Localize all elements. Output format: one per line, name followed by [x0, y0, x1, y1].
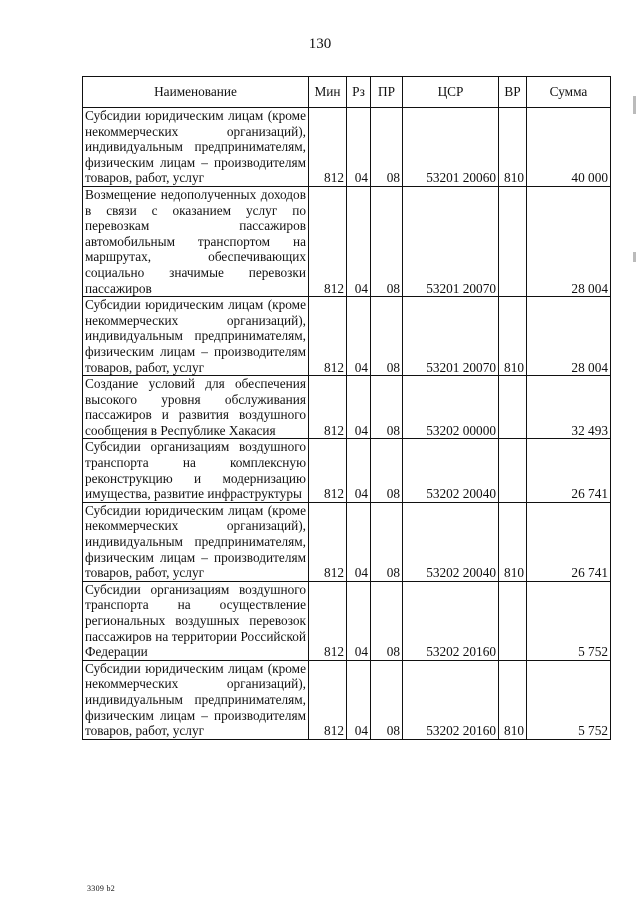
- page-number: 130: [308, 36, 332, 52]
- table-row: [83, 108, 611, 187]
- header-pr: ПР: [371, 77, 403, 108]
- row-sum: 5 752: [527, 660, 611, 739]
- row-sum: 32 493: [527, 376, 611, 439]
- row-name: Субсидии организациям воздушного транспорта на комплексную реконструкцию и модернизацию имущества, развитие инфраструктуры: [83, 439, 309, 502]
- row-min: 812: [309, 439, 347, 502]
- row-name: Субсидии юридическим лицам (кроме некоммерческих организаций), индивидуальным предпринимателям, физическим лицам – производителям товаров, работ, услуг: [83, 297, 309, 376]
- table-row: [83, 502, 611, 581]
- row-vr: 810: [499, 660, 527, 739]
- table-row: [83, 186, 611, 296]
- header-vr: ВР: [499, 77, 527, 108]
- row-vr: [499, 581, 527, 660]
- row-min: 812: [309, 108, 347, 187]
- row-vr: 810: [499, 502, 527, 581]
- row-pr: 08: [371, 502, 403, 581]
- row-rz: 04: [347, 376, 371, 439]
- row-csr: 53202 00000: [403, 376, 499, 439]
- row-min: 812: [309, 297, 347, 376]
- row-pr: 08: [371, 376, 403, 439]
- row-vr: [499, 439, 527, 502]
- row-sum: 28 004: [527, 297, 611, 376]
- row-csr: 53201 20070: [403, 186, 499, 296]
- row-pr: 08: [371, 297, 403, 376]
- row-csr: 53202 20040: [403, 439, 499, 502]
- row-min: 812: [309, 660, 347, 739]
- row-csr: 53201 20070: [403, 297, 499, 376]
- row-sum: 28 004: [527, 186, 611, 296]
- row-rz: 04: [347, 581, 371, 660]
- table-row: [83, 439, 611, 502]
- row-vr: [499, 376, 527, 439]
- row-pr: 08: [371, 108, 403, 187]
- table-row: [83, 297, 611, 376]
- row-vr: [499, 186, 527, 296]
- row-csr: 53201 20060: [403, 108, 499, 187]
- row-rz: 04: [347, 439, 371, 502]
- row-sum: 26 741: [527, 502, 611, 581]
- row-rz: 04: [347, 186, 371, 296]
- header-name: Наименование: [83, 77, 309, 108]
- row-pr: 08: [371, 439, 403, 502]
- row-rz: 04: [347, 502, 371, 581]
- row-sum: 26 741: [527, 439, 611, 502]
- scan-edge-mark: [633, 96, 636, 114]
- row-name: Возмещение недополученных доходов в связи с оказанием услуг по перевозкам пассажиров автомобильным транспортом на маршрутах, обеспечивающих социально значимые перевозки пассажиров: [83, 186, 309, 296]
- row-name: Субсидии юридическим лицам (кроме некоммерческих организаций), индивидуальным предпринимателям, физическим лицам – производителям товаров, работ, услуг: [83, 660, 309, 739]
- header-sum: Сумма: [527, 77, 611, 108]
- row-csr: 53202 20160: [403, 660, 499, 739]
- row-vr: 810: [499, 297, 527, 376]
- row-sum: 5 752: [527, 581, 611, 660]
- header-min: Мин: [309, 77, 347, 108]
- scan-edge-mark: [633, 252, 636, 262]
- table-row: [83, 581, 611, 660]
- row-pr: 08: [371, 186, 403, 296]
- row-min: 812: [309, 186, 347, 296]
- row-rz: 04: [347, 297, 371, 376]
- row-min: 812: [309, 581, 347, 660]
- footer-code: 3309 b2: [87, 884, 116, 893]
- row-pr: 08: [371, 581, 403, 660]
- row-min: 812: [309, 502, 347, 581]
- row-name: Субсидии юридическим лицам (кроме некоммерческих организаций), индивидуальным предпринимателям, физическим лицам – производителям товаров, работ, услуг: [83, 108, 309, 187]
- row-vr: 810: [499, 108, 527, 187]
- row-csr: 53202 20160: [403, 581, 499, 660]
- table-row: [83, 376, 611, 439]
- row-name: Субсидии юридическим лицам (кроме некоммерческих организаций), индивидуальным предпринимателям, физическим лицам – производителям товаров, работ, услуг: [83, 502, 309, 581]
- row-rz: 04: [347, 660, 371, 739]
- row-rz: 04: [347, 108, 371, 187]
- table-header-row: [83, 77, 611, 108]
- row-pr: 08: [371, 660, 403, 739]
- row-min: 812: [309, 376, 347, 439]
- table-row: [83, 660, 611, 739]
- row-name: Субсидии организациям воздушного транспорта на осуществление региональных воздушных перевозок пассажиров на территории Российской Федерации: [83, 581, 309, 660]
- row-csr: 53202 20040: [403, 502, 499, 581]
- row-name: Создание условий для обеспечения высокого уровня обслуживания пассажиров и развития воздушного сообщения в Республике Хакасия: [83, 376, 309, 439]
- row-sum: 40 000: [527, 108, 611, 187]
- header-csr: ЦСР: [403, 77, 499, 108]
- budget-table: [82, 76, 611, 740]
- header-rz: Рз: [347, 77, 371, 108]
